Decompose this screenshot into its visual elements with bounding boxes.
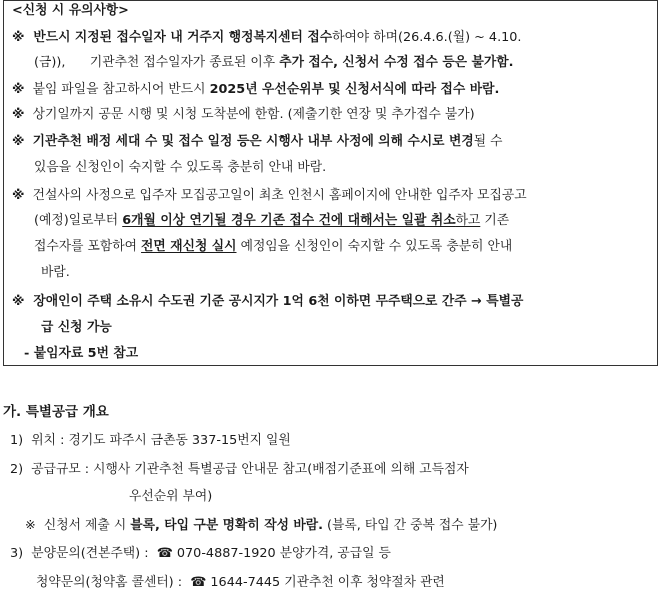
notice-item-5-text-a: 건설사의 사정으로 입주자 모집공고일이 최초 인천시 홈페이지에 안내한 입주자 모집공고 — [32, 188, 527, 203]
notice-item-5 — [12, 186, 527, 206]
notice-item-2-text-b: 2025년 우선순위부 및 신청서식에 따라 접수 바람. — [209, 82, 500, 97]
reference-mark: ※ — [12, 134, 25, 149]
notice-item-5-text-b: (예정)일로부터 — [34, 213, 119, 228]
notice-item-5-text-c: 6개월 이상 연기될 경우 기존 접수 건에 대해서는 일괄 취소 — [122, 213, 456, 228]
notice-item-2 — [12, 80, 499, 100]
notice-item-3-text: 상기일까지 공문 시행 및 시청 도착분에 한함. (제출기한 연장 및 추가접수 불가) — [32, 107, 475, 122]
notice-item-3 — [12, 105, 475, 125]
notice-item-1-text-c: (금)), — [34, 55, 66, 70]
notice-item-5-text-h: 예정임을 신청인이 숙지할 수 있도록 충분히 안내 — [240, 239, 513, 254]
notice-item-5-text-d: 하고 — [455, 213, 481, 228]
sales-inquiry-label: 분양문의(견본주택) : — [31, 546, 149, 561]
reference-mark: ※ — [12, 30, 25, 45]
notice-item-4 — [12, 132, 503, 152]
submit-note-text-a: 신청서 제출 시 — [43, 518, 127, 533]
notice-item-4-cont: 있음을 신청인이 숙지할 수 있도록 충분히 안내 바람. — [34, 160, 327, 175]
overview-submit-note — [25, 516, 497, 536]
overview-inquiry-sales — [10, 544, 391, 564]
subscription-inquiry-desc: 기관추천 이후 청약절차 관련 — [284, 575, 445, 590]
overview-scale-cont: 우선순위 부여) — [129, 489, 213, 504]
reference-mark: ※ — [12, 107, 25, 122]
item-number: 3) — [10, 546, 24, 561]
notice-item-5-cont-2 — [34, 237, 512, 257]
notice-item-1-text-d: 기관추천 접수일자가 종료된 이후 — [89, 55, 276, 70]
subscription-phone-number[interactable]: 1644-7445 — [210, 575, 281, 590]
reference-mark: ※ — [12, 294, 25, 309]
section-title: 가. 특별공급 개요 — [3, 404, 109, 420]
notice-item-5-text-e: 기존 — [484, 213, 510, 228]
reference-mark: ※ — [12, 188, 25, 203]
subscription-inquiry-label: 청약문의(청약홈 콜센터) : — [36, 575, 183, 590]
notice-item-5-text-f: 접수자를 포함하여 — [34, 239, 137, 254]
notice-item-6-cont: 급 신청 가능 — [41, 320, 112, 335]
phone-icon: ☎ — [190, 575, 207, 590]
reference-mark: ※ — [12, 82, 25, 97]
notice-item-6-text-a: 장애인이 주택 소유시 수도권 기준 공시지가 1억 6천 이하면 무주택으로 간주 → 특별공 — [33, 294, 524, 309]
phone-icon: ☎ — [156, 546, 173, 561]
notice-item-1-text-b: 하여야 하며(26.4.6.(월) ~ 4.10. — [332, 30, 522, 45]
notice-item-5-text-g: 전면 재신청 실시 — [141, 239, 237, 254]
overview-scale — [10, 460, 469, 480]
item-number: 2) — [10, 462, 24, 477]
item-number: 1) — [10, 433, 24, 448]
notice-item-2-text-a: 붙임 파일을 참고하시어 반드시 — [32, 82, 206, 97]
sales-inquiry-desc: 분양가격, 공급일 등 — [279, 546, 391, 561]
notice-item-1-text-a: 반드시 지정된 접수일자 내 거주지 행정복지센터 접수 — [33, 30, 333, 45]
notice-item-4-text-b: 될 수 — [473, 134, 503, 149]
overview-location — [10, 431, 291, 451]
notice-header: <신청 시 유의사항> — [12, 3, 129, 18]
submit-note-text-c: (블록, 타입 간 중복 접수 불가) — [327, 518, 498, 533]
notice-item-6-ref: - 붙임자료 5번 참고 — [24, 346, 139, 361]
overview-inquiry-subscription — [36, 573, 445, 593]
notice-item-1 — [12, 28, 521, 48]
notice-item-1-cont — [34, 53, 513, 73]
notice-item-6 — [12, 292, 523, 312]
scale-text: 공급규모 : 시행사 기관추천 특별공급 안내문 참고(배점기준표에 의해 고득점자 — [31, 462, 469, 477]
reference-mark: ※ — [25, 518, 36, 533]
notice-item-1-text-e: 추가 접수, 신청서 수정 접수 등은 불가함. — [279, 55, 514, 70]
notice-item-5-cont-3: 바람. — [41, 265, 70, 280]
submit-note-text-b: 블록, 타입 구분 명확히 작성 바람. — [130, 518, 323, 533]
sales-phone-number[interactable]: 070-4887-1920 — [176, 546, 276, 561]
notice-item-4-text-a: 기관추천 배정 세대 수 및 접수 일정 등은 시행사 내부 사정에 의해 수시로 변경 — [32, 134, 474, 149]
notice-item-5-cont-1 — [34, 211, 509, 231]
location-text: 위치 : 경기도 파주시 금촌동 337-15번지 일원 — [31, 433, 291, 448]
